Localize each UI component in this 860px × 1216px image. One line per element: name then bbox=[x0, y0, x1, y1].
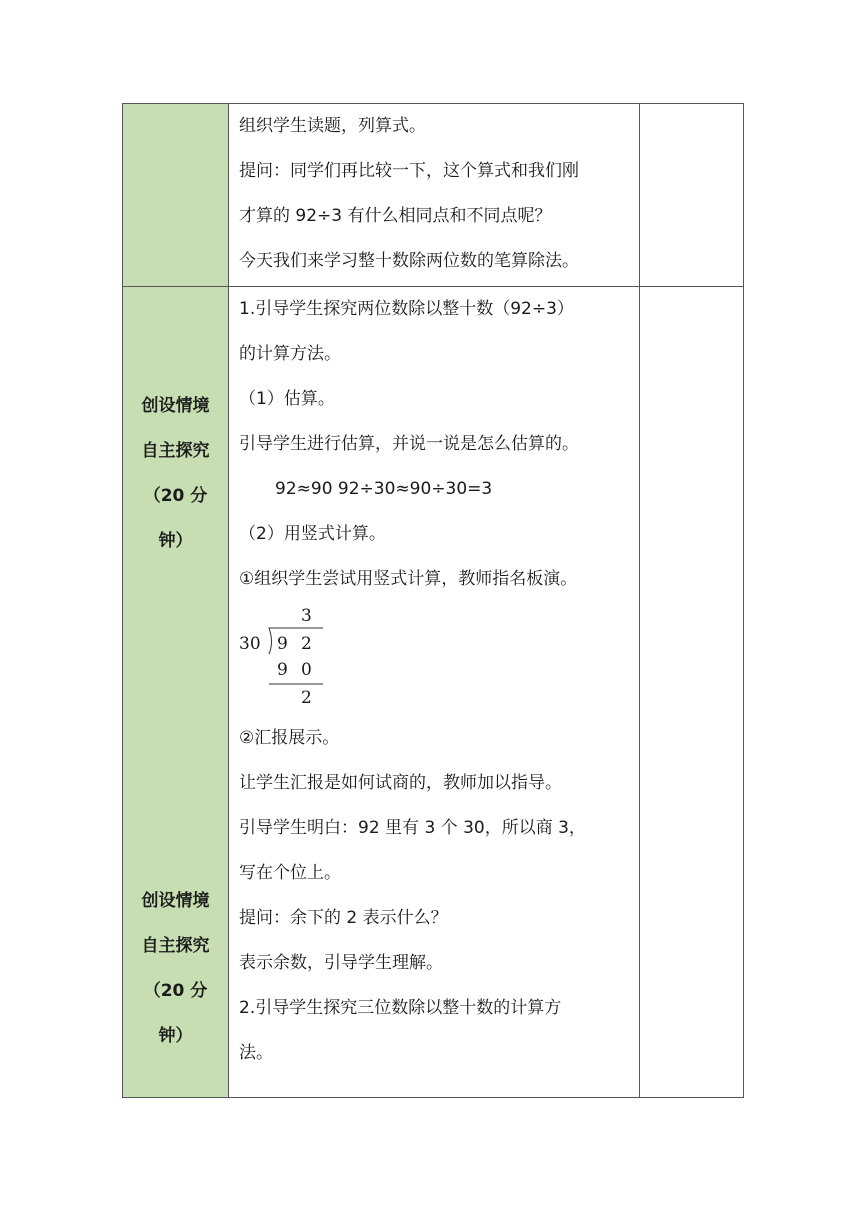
lesson-plan-table bbox=[122, 103, 744, 1098]
content-line: 今天我们来学习整十数除两位数的笔算除法。 bbox=[239, 251, 579, 271]
division-quotient: 3 bbox=[301, 606, 312, 626]
phase-label-group bbox=[123, 879, 228, 1059]
phase-duration: （20 分 bbox=[143, 981, 208, 1001]
phase-duration: 钟） bbox=[158, 1026, 193, 1046]
content-line: 引导学生进行估算，并说一说是怎么估算的。 bbox=[239, 434, 579, 454]
table-row bbox=[123, 287, 744, 1098]
content-line: （2）用竖式计算。 bbox=[239, 524, 386, 544]
phase-label: 自主探究 bbox=[141, 936, 210, 956]
division-remainder: 2 bbox=[301, 688, 312, 708]
content-line: 表示余数，引导学生理解。 bbox=[239, 953, 443, 973]
phase-duration: 钟） bbox=[158, 531, 193, 551]
content-line: 2.引导学生探究三位数除以整十数的计算方 bbox=[239, 998, 562, 1018]
content-line: ②汇报展示。 bbox=[239, 728, 340, 748]
content-line: 的计算方法。 bbox=[239, 344, 341, 364]
content-line: 法。 bbox=[239, 1043, 273, 1063]
content-line: ①组织学生尝试用竖式计算，教师指名板演。 bbox=[239, 569, 578, 589]
phase-duration: （20 分 bbox=[143, 486, 208, 506]
phase-label: 自主探究 bbox=[141, 441, 210, 461]
content-line: 让学生汇报是如何试商的，教师加以指导。 bbox=[239, 773, 562, 793]
note-cell bbox=[640, 104, 744, 287]
content-line: 1.引导学生探究两位数除以整十数（92÷3） bbox=[239, 299, 574, 319]
division-divisor: 30 bbox=[239, 634, 261, 654]
long-division-figure bbox=[239, 602, 639, 716]
content-line: 引导学生明白：92 里有 3 个 30，所以商 3， bbox=[239, 818, 586, 838]
division-bracket bbox=[239, 602, 339, 716]
note-cell bbox=[640, 287, 744, 1098]
content-line: 写在个位上。 bbox=[239, 863, 341, 883]
phase-cell bbox=[123, 287, 229, 1098]
division-dividend-digit: 2 bbox=[301, 634, 312, 654]
content-line: 组织学生读题，列算式。 bbox=[239, 116, 426, 136]
table-row bbox=[123, 104, 744, 287]
content-cell bbox=[229, 287, 640, 1098]
division-dividend-digit: 9 bbox=[277, 634, 288, 654]
content-line: 提问：同学们再比较一下，这个算式和我们刚 bbox=[239, 161, 579, 181]
content-line: 才算的 92÷3 有什么相同点和不同点呢？ bbox=[239, 206, 552, 226]
division-product-digit: 9 bbox=[277, 660, 288, 680]
content-line: 提问：余下的 2 表示什么？ bbox=[239, 908, 448, 928]
phase-label: 创设情境 bbox=[141, 891, 210, 911]
estimate-formula: 92≈90 92÷30≈90÷30=3 bbox=[275, 479, 493, 499]
content-line: （1）估算。 bbox=[239, 389, 335, 409]
phase-label-group bbox=[123, 384, 228, 564]
division-product-digit: 0 bbox=[301, 660, 312, 680]
phase-label: 创设情境 bbox=[141, 396, 210, 416]
content-cell bbox=[229, 104, 640, 287]
phase-cell bbox=[123, 104, 229, 287]
